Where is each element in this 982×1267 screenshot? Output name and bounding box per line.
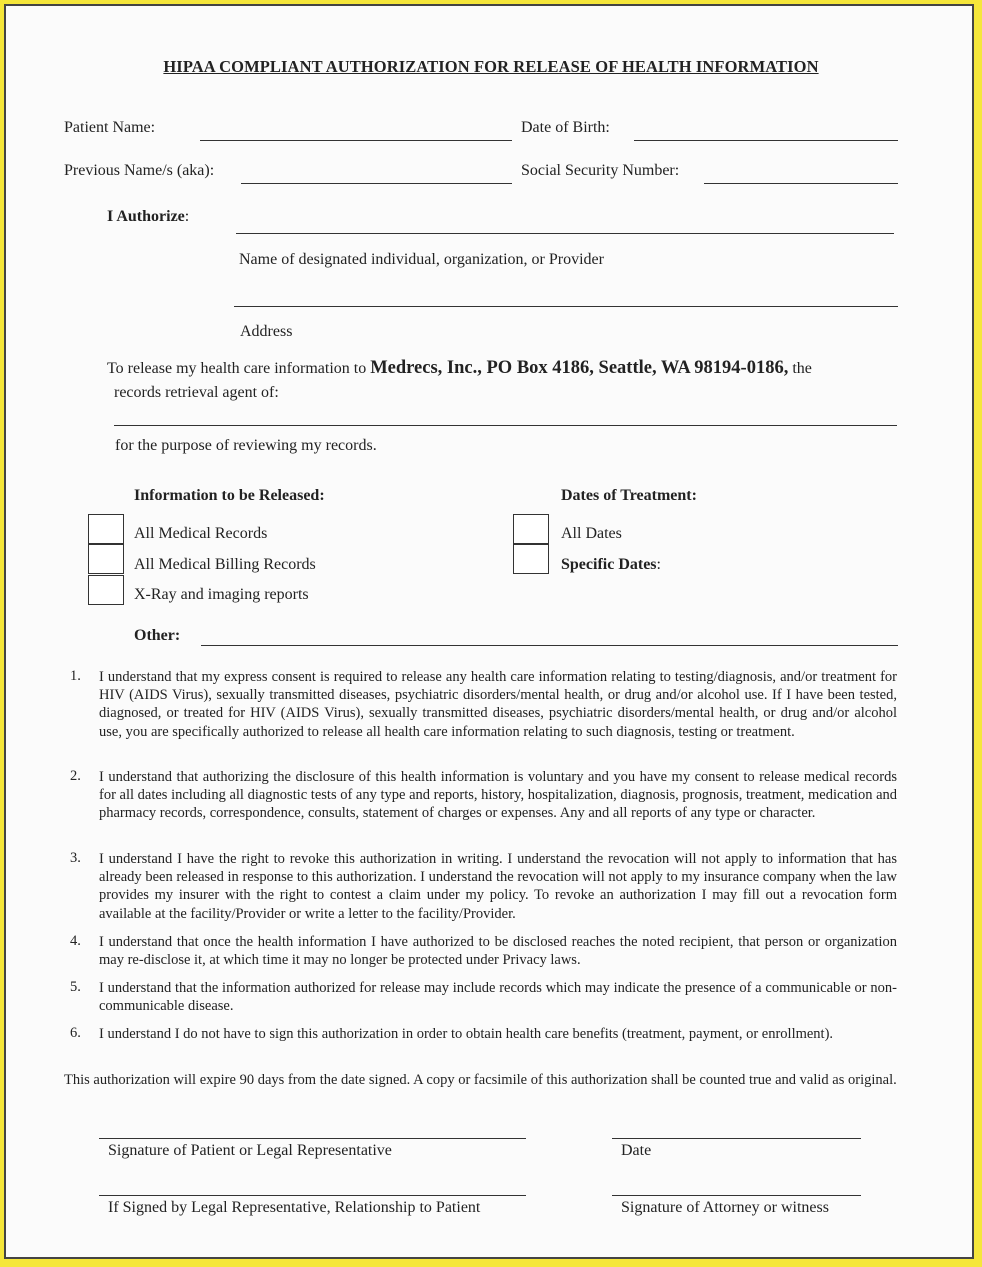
purpose-statement: for the purpose of reviewing my records. [115, 437, 377, 454]
relationship-caption: If Signed by Legal Representative, Relationship to Patient [108, 1199, 481, 1216]
patient-name-field[interactable] [200, 140, 512, 141]
term-2-text: I understand that authorizing the disclosure of this health information is voluntary and you have my consent to release medical records for all dates including all diagnostic tests of any type and reports, history, hospitalization, diagnosis, prognosis, treatment, medication and pharmacy records, correspondence, consults, statement of charges or expenses. Any and all reports of any type or character. [99, 769, 898, 822]
term-number: 4. [70, 933, 81, 949]
dates-treatment-heading: Dates of Treatment: [561, 487, 697, 504]
term-4-text: I understand that once the health information I have authorized to be disclosed reaches the noted recipient, that person or organization may re-disclose it, at which time it may no longer be protected under Privacy laws. [99, 934, 897, 969]
address-field[interactable] [234, 306, 898, 307]
previous-names-label: Previous Name/s (aka): [64, 162, 215, 179]
term-number: 1. [70, 668, 81, 684]
term-number: 2. [70, 768, 81, 784]
term-number: 6. [70, 1025, 81, 1041]
all-dates-checkbox[interactable] [513, 514, 549, 544]
other-field[interactable] [201, 645, 898, 646]
all-medical-records-checkbox[interactable] [88, 514, 124, 544]
form-title: HIPAA COMPLIANT AUTHORIZATION FOR RELEASE OF HEALTH INFORMATION [163, 57, 819, 76]
xray-imaging-checkbox[interactable] [88, 575, 124, 605]
date-caption: Date [621, 1142, 652, 1159]
term-number: 3. [70, 850, 81, 866]
patient-name-label: Patient Name: [64, 119, 156, 136]
address-caption: Address [240, 323, 293, 340]
all-billing-records-label: All Medical Billing Records [134, 556, 316, 573]
term-5-text: I understand that the information authorized for release may include records which may indicate the presence of a communicable or non-communicable disease. [99, 980, 897, 1015]
term-number: 5. [70, 979, 81, 995]
specific-dates-checkbox[interactable] [513, 544, 549, 574]
release-statement: To release my health care information to Medrecs, Inc., PO Box 4186, Seattle, WA 98194-0186, the [107, 358, 812, 378]
ssn-label: Social Security Number: [521, 162, 680, 179]
other-label: Other: [134, 627, 181, 644]
specific-dates-label: Specific Dates: [561, 556, 661, 573]
patient-signature-line[interactable] [99, 1138, 526, 1139]
previous-names-field[interactable] [241, 183, 512, 184]
term-6-text: I understand I do not have to sign this authorization in order to obtain health care benefits (treatment, payment, or enrollment). [99, 1026, 834, 1042]
designated-provider-field[interactable] [236, 233, 894, 234]
expiry-statement: This authorization will expire 90 days from the date signed. A copy or facsimile of this authorization shall be counted true and valid as original. [64, 1072, 897, 1088]
witness-signature-caption: Signature of Attorney or witness [621, 1199, 829, 1216]
relationship-line[interactable] [99, 1195, 526, 1196]
date-line[interactable] [612, 1138, 861, 1139]
xray-imaging-label: X-Ray and imaging reports [134, 586, 309, 603]
release-statement-line2: records retrieval agent of: [114, 384, 279, 401]
patient-signature-caption: Signature of Patient or Legal Representative [108, 1142, 392, 1159]
dob-label: Date of Birth: [521, 119, 610, 136]
ssn-field[interactable] [704, 183, 898, 184]
term-3-text: I understand I have the right to revoke this authorization in writing. I understand the revocation will not apply to information that has already been released in response to this authorization. I understand the revocation will not apply to my insurance company when the law provides my insurer with the right to contest a claim under my policy. To revoke an authorization I may fill out a revocation form available at the facility/Provider or write a letter to the facility/Provider. [99, 851, 897, 922]
authorize-label: I Authorize: [107, 208, 190, 225]
all-billing-records-checkbox[interactable] [88, 544, 124, 574]
witness-signature-line[interactable] [612, 1195, 861, 1196]
term-1-text: I understand that my express consent is required to release any health care information relating to testing/diagnosis, and/or treatment for HIV (AIDS Virus), sexually transmitted diseases, psychiatric disorders/mental health, or drug and/or alcohol use. If I have been tested, diagnosed, or treated for HIV (AIDS Virus), sexually transmitted diseases, psychiatric disorders/mental health, or drug and/or alcohol use, you are specifically authorized to release all health care information relating to such diagnosis, testing or treatment. [99, 669, 897, 740]
designated-provider-caption: Name of designated individual, organization, or Provider [239, 251, 604, 268]
all-medical-records-label: All Medical Records [134, 525, 268, 542]
all-dates-label: All Dates [561, 525, 622, 542]
dob-field[interactable] [634, 140, 898, 141]
records-agent-field[interactable] [114, 425, 897, 426]
info-released-heading: Information to be Released: [134, 487, 325, 504]
